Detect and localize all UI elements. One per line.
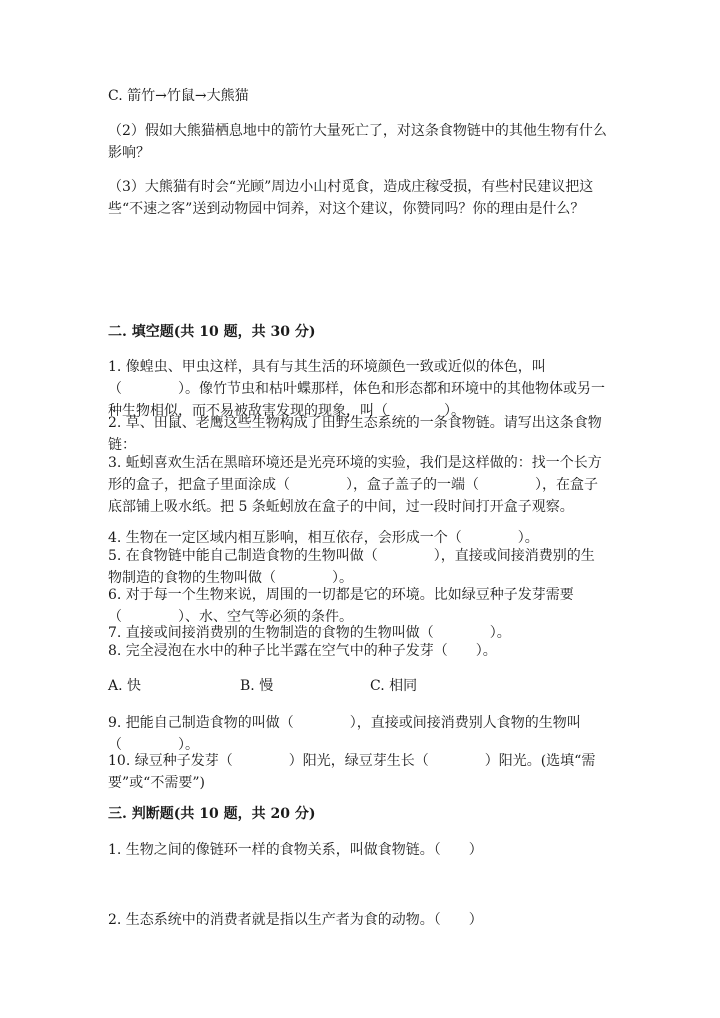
- judge-item-2: 2. 生态系统中的消费者就是指以生产者为食的动物。（ ）: [108, 912, 483, 928]
- question-3: （3）大熊猫有时会“光顾”周边小山村觅食，造成庄稼受损，有些村民建议把这些“不速之客”送到动物园中饲养，对这个建议，你赞同吗？你的理由是什么？: [108, 179, 594, 217]
- q8-option-b: B. 慢: [240, 678, 274, 694]
- fill-item-4: 4. 生物在一定区域内相互影响，相互依存，会形成一个（ ）。: [108, 530, 539, 546]
- fill-item-1: 1. 像蝗虫、甲虫这样，具有与其生活的环境颜色一致或近似的体色，叫（ ）。像竹节虫和枯叶蝶那样，体色和形态都和环境中的其他物体或另一种生物相似，而不易被敌害发现的现象，叫（ ）。: [108, 359, 605, 419]
- fill-item-5: 5. 在食物链中能自己制造食物的生物叫做（ ），直接或间接消费别的生物制造的食物的生物叫做（ ）。: [108, 548, 595, 586]
- fill-item-6: 6. 对于每一个生物来说，周围的一切都是它的环境。比如绿豆种子发芽需要（ ）、水、空气等必须的条件。: [108, 587, 574, 625]
- fill-item-2: 2. 草、田鼠、老鹰这些生物构成了田野生态系统的一条食物链。请写出这条食物链：: [108, 415, 602, 453]
- option-c: C. 箭竹→竹鼠→大熊猫: [108, 88, 249, 104]
- q8-option-a: A. 快: [108, 678, 142, 694]
- question-2: （2）假如大熊猫栖息地中的箭竹大量死亡了，对这条食物链中的其他生物有什么影响？: [108, 123, 607, 161]
- fill-item-3: 3. 蚯蚓喜欢生活在黑暗环境还是光亮环境的实验，我们是这样做的：找一个长方形的盒子，把盒子里面涂成（ ），盒子盖子的一端（ ），在盒子底部铺上吸水纸。把 5 条蚯蚓放在盒子的中间，过一段时间打开盒子观察。: [108, 455, 602, 515]
- section-2-heading: 二. 填空题(共 10 题，共 30 分): [108, 324, 316, 340]
- q8-option-c: C. 相同: [370, 678, 418, 694]
- section-3-heading: 三. 判断题(共 10 题，共 20 分): [108, 806, 316, 822]
- fill-item-9: 9. 把能自己制造食物的叫做（ ），直接或间接消费别人食物的生物叫（ ）。: [108, 715, 581, 753]
- fill-item-8: 8. 完全浸泡在水中的种子比半露在空气中的种子发芽（ ）。: [108, 643, 497, 659]
- fill-item-7: 7. 直接或间接消费别的生物制造的食物的生物叫做（ ）。: [108, 625, 511, 641]
- judge-item-1: 1. 生物之间的像链环一样的食物关系，叫做食物链。（ ）: [108, 842, 483, 858]
- fill-item-10: 10. 绿豆种子发芽（ ）阳光，绿豆芽生长（ ）阳光。(选填“需要”或“不需要”): [108, 753, 596, 791]
